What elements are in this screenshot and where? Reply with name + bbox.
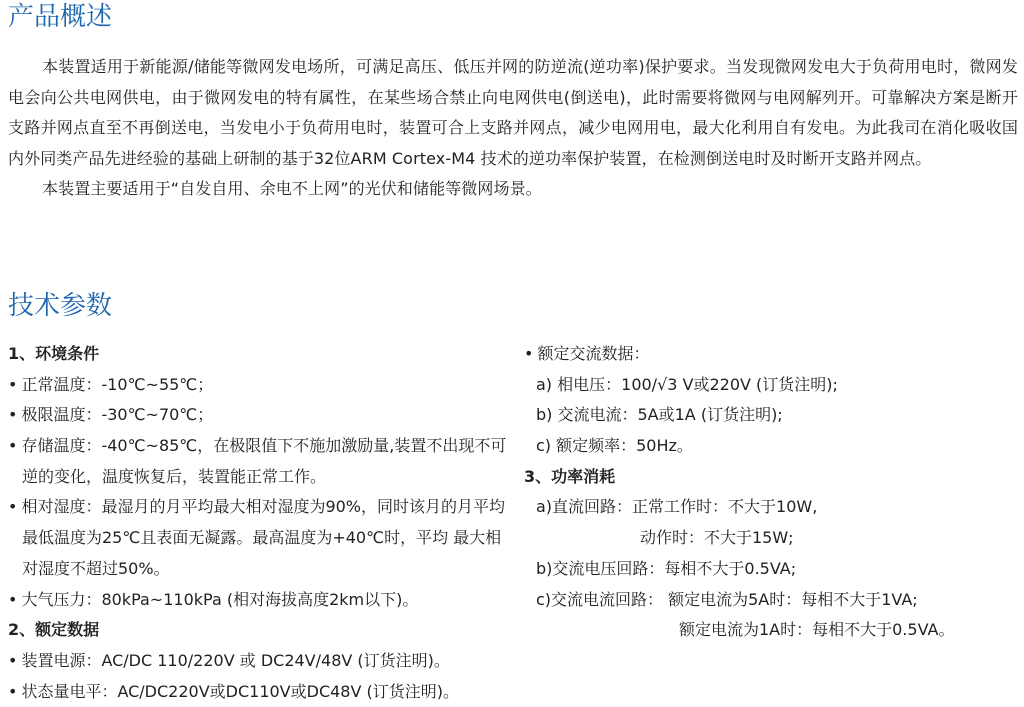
env-item-storage-temp: • 存储温度：-40℃~85℃，在极限值下不施加激励量,装置不出现不可逆的变化，温度恢复后，装置能正常工作。 xyxy=(8,436,507,486)
power-dc-line-1: a)直流回路：正常工作时：不大于10W, xyxy=(536,497,818,517)
env-heading: 1、环境条件 xyxy=(8,344,100,363)
env-item-limit-temp: • 极限温度：-30℃~70℃； xyxy=(8,405,214,425)
bullet-icon: • xyxy=(524,344,534,363)
power-ac-current-line-2: 额定电流为1A时：每相不大于0.5VA。 xyxy=(679,620,955,640)
bullet-icon: • xyxy=(8,497,18,517)
ac-item-current: b) 交流电流：5A或1A (订货注明); xyxy=(536,405,783,425)
power-heading: 3、功率消耗 xyxy=(524,466,616,486)
bullet-icon: • xyxy=(8,374,18,394)
bullet-icon: • xyxy=(8,405,18,425)
bullet-icon: • xyxy=(8,681,18,701)
params-title: 技术参数 xyxy=(8,291,113,321)
bullet-icon: • xyxy=(8,436,18,456)
rated-item-power-supply: • 装置电源：AC/DC 110/220V 或 DC24V/48V (订货注明)。 xyxy=(8,650,450,670)
overview-title: 产品概述 xyxy=(8,2,113,32)
env-item-normal-temp: • 正常温度：-10℃~55℃； xyxy=(8,374,214,394)
env-item-pressure: • 大气压力：80kPa~110kPa (相对海拔高度2km以下)。 xyxy=(8,589,419,609)
params-left-column xyxy=(8,339,508,707)
overview-paragraph-1: 本装置适用于新能源/储能等微网发电场所，可满足高压、低压并网的防逆流(逆功率)保护要求。当发现微网发电大于负荷用电时，微网发电会向公共电网供电，由于微网发电的特有属性，在某些场合禁止向电网供电(倒送电)，此时需要将微网与电网解列开。可靠解决方案是断开支路并网点直至不再倒送电，当发电小于负荷用电时，装置可合上支路并网点，减少电网用电，最大化利用自有发电。为此我司在消化吸收国内外同类产品先进经验的基础上研制的基于32位ARM Cortex-M4 技术的逆功率保护装置，在检测倒送电时及时断开支路并网点。 xyxy=(8,57,1018,168)
power-ac-current-line-1: c)交流电流回路： 额定电流为5A时：每相不大于1VA; xyxy=(536,589,918,609)
ac-item-phase-voltage: a) 相电压：100/√3 V或220V (订货注明); xyxy=(536,374,838,394)
ac-item-frequency: c) 额定频率：50Hz。 xyxy=(536,436,693,456)
rated-item-signal-level: • 状态量电平：AC/DC220V或DC110V或DC48V (订货注明)。 xyxy=(8,681,459,701)
bullet-icon: • xyxy=(8,650,18,670)
power-dc-line-2: 动作时：不大于15W; xyxy=(640,528,794,548)
bullet-icon: • xyxy=(8,589,18,609)
overview-paragraph-2: 本装置主要适用于“自发自用、余电不上网”的光伏和储能等微网场景。 xyxy=(42,179,542,198)
params-right-column xyxy=(524,339,1019,646)
rated-heading: 2、额定数据 xyxy=(8,620,100,640)
ac-heading: • 额定交流数据： xyxy=(524,344,650,363)
env-item-humidity: • 相对湿度：最湿月的月平均最大相对湿度为90%，同时该月的月平均最低温度为25℃且表面无凝露。最高温度为+40℃时，平均 最大相对湿度不超过50%。 xyxy=(8,497,506,578)
overview-text xyxy=(8,52,1018,205)
power-ac-voltage-line: b)交流电压回路：每相不大于0.5VA; xyxy=(536,558,797,578)
